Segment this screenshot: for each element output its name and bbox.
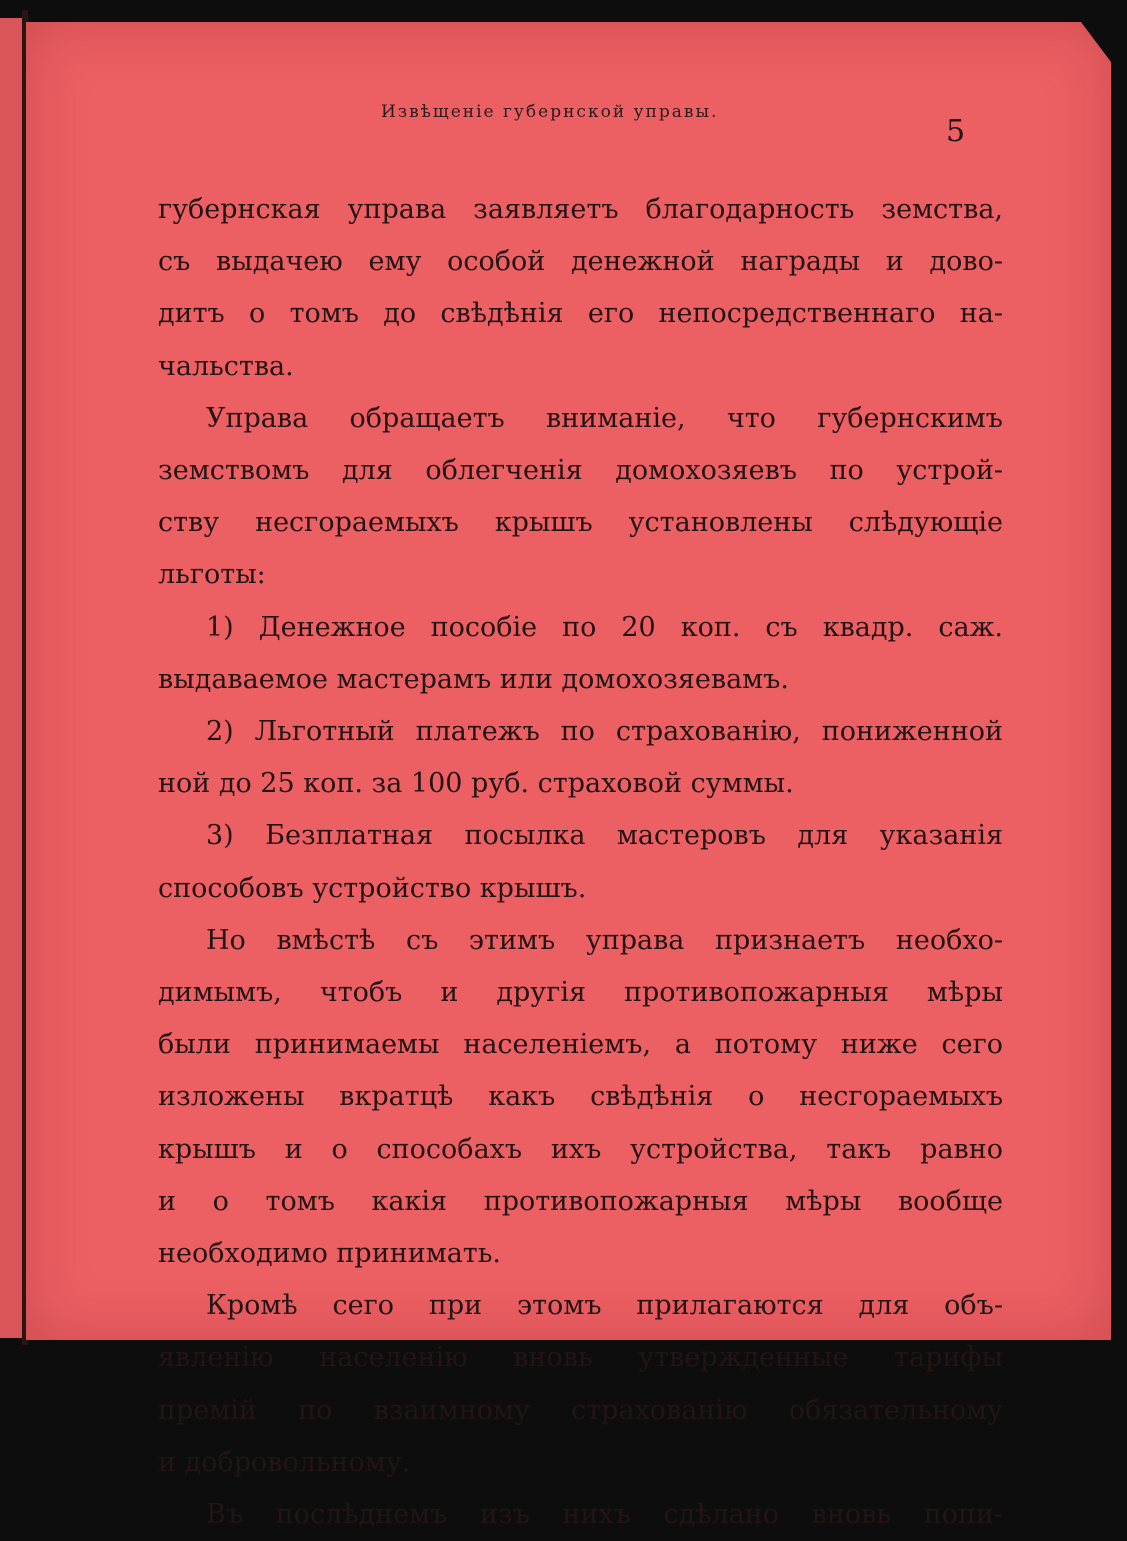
text-line: льготы: (158, 559, 266, 591)
book-page (26, 22, 1111, 1531)
text-line: крышъ и о способахъ ихъ устройства, такъ равно (158, 1133, 1003, 1165)
text-line: Въ послѣднемъ изъ нихъ сдѣлано вновь попи- (206, 1499, 1003, 1531)
text-line: чальства. (158, 350, 294, 382)
text-line: Но вмѣстѣ съ этимъ управа признаетъ необхо- (206, 924, 1003, 956)
text-line: земствомъ для облегченія домохозяевъ по устрой- (158, 455, 1003, 487)
text-line: съ выдачею ему особой денежной награды и дово- (158, 246, 1003, 278)
page-number: 5 (946, 114, 966, 149)
text-line: Кромѣ сего при этомъ прилагаются для объ- (206, 1290, 1003, 1322)
list-item-3: 3) Безплатная посылка мастеровъ для указанія (206, 820, 1003, 852)
list-item-1: 1) Денежное пособіе по 20 коп. съ квадр. саж. (206, 611, 1003, 643)
body-text (158, 184, 1003, 1541)
text-line: дитъ о томъ до свѣдѣнія его непосредственнаго на- (158, 298, 1003, 330)
text-line: Управа обращаетъ вниманіе, что губернскимъ (206, 402, 1003, 434)
text-line: и добровольному. (158, 1446, 411, 1478)
text-line: ной до 25 коп. за 100 руб. страховой суммы. (158, 768, 794, 800)
list-item-2: 2) Льготный платежъ по страхованію, пониженной (206, 716, 1003, 748)
text-line: способовъ устройство крышъ. (158, 872, 587, 904)
text-line: явленію населенію вновь утвержденные тарифы (158, 1342, 1003, 1374)
running-header: Извѣщеніе губернской управы. (381, 102, 719, 122)
text-line: необходимо принимать. (158, 1238, 502, 1270)
text-line: изложены вкратцѣ какъ свѣдѣнія о несгораемыхъ (158, 1081, 1003, 1113)
previous-page-edge (0, 18, 24, 1338)
text-line: губернская управа заявляетъ благодарность земства, (158, 194, 1003, 225)
text-line: ству несгораемыхъ крышъ установлены слѣдующіе (158, 507, 1003, 539)
text-line: и о томъ какія противопожарныя мѣры вообще (158, 1185, 1003, 1217)
text-line: димымъ, чтобъ и другія противопожарныя мѣры (158, 977, 1003, 1009)
text-line: были принимаемы населеніемъ, а потому ниже сего (158, 1029, 1003, 1061)
text-line: выдаваемое мастерамъ или домохозяевамъ. (158, 663, 789, 695)
text-line: премій по взаимному страхованію обязательному (158, 1394, 1003, 1426)
